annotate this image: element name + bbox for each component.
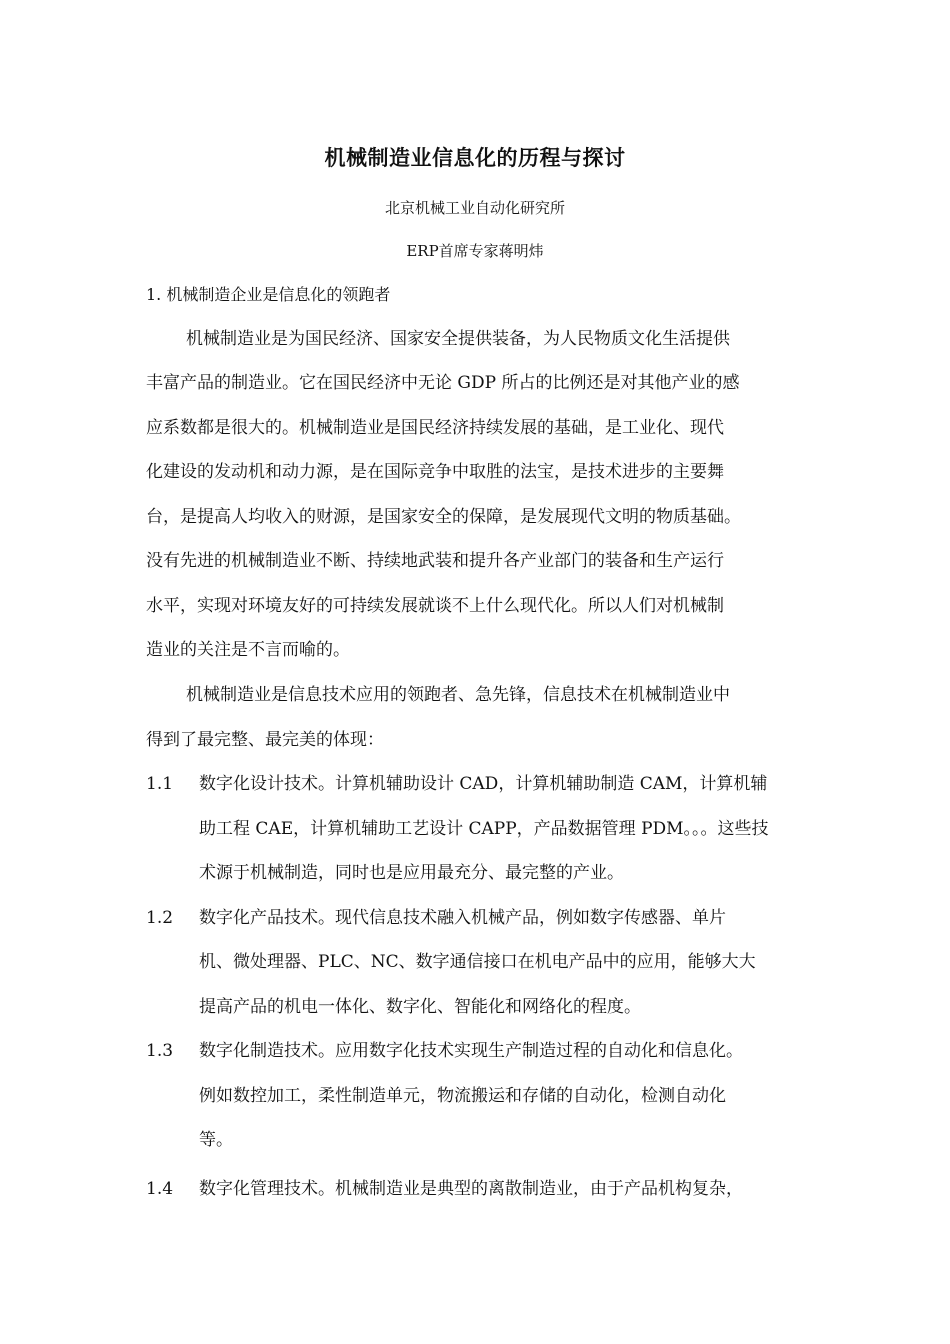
item-number: 1.2 [146, 908, 174, 928]
paragraph-line: 应系数都是很大的。机械制造业是国民经济持续发展的基础，是工业化、现代 [146, 418, 724, 438]
item-line: 等。 [199, 1130, 233, 1150]
paragraph-line: 机械制造业是信息技术应用的领跑者、急先锋，信息技术在机械制造业中 [186, 685, 730, 705]
item-line: 例如数控加工，柔性制造单元，物流搬运和存储的自动化，检测自动化 [199, 1086, 726, 1106]
item-line: 数字化管理技术。机械制造业是典型的离散制造业，由于产品机构复杂， [199, 1179, 743, 1199]
paragraph-line: 没有先进的机械制造业不断、持续地武装和提升各产业部门的装备和生产运行 [146, 551, 724, 571]
item-line: 提高产品的机电一体化、数字化、智能化和网络化的程度。 [199, 997, 641, 1017]
paragraph-line: 水平，实现对环境友好的可持续发展就谈不上什么现代化。所以人们对机械制 [146, 596, 724, 616]
item-line: 数字化设计技术。计算机辅助设计 CAD，计算机辅助制造 CAM，计算机辅 [199, 774, 768, 794]
institution-line: 北京机械工业自动化研究所 [384, 199, 565, 217]
paragraph-line: 台，是提高人均收入的财源，是国家安全的保障，是发展现代文明的物质基础。 [146, 507, 741, 527]
item-line: 数字化制造技术。应用数字化技术实现生产制造过程的自动化和信息化。 [199, 1041, 743, 1061]
document-title: 机械制造业信息化的历程与探讨 [324, 146, 626, 170]
paragraph-line: 机械制造业是为国民经济、国家安全提供装备，为人民物质文化生活提供 [186, 329, 730, 349]
paragraph-line: 得到了最完整、最完美的体现： [146, 730, 384, 750]
item-line: 数字化产品技术。现代信息技术融入机械产品，例如数字传感器、单片 [199, 908, 726, 928]
author-line: ERP首席专家蒋明炜 [406, 242, 544, 260]
item-line: 机、微处理器、PLC、NC、数字通信接口在机电产品中的应用，能够大大 [199, 952, 756, 972]
item-number: 1.3 [146, 1041, 174, 1061]
section-heading: 1. 机械制造企业是信息化的领跑者 [146, 285, 391, 304]
item-number: 1.4 [146, 1179, 174, 1199]
item-number: 1.1 [146, 774, 174, 794]
item-line: 术源于机械制造，同时也是应用最充分、最完整的产业。 [199, 863, 624, 883]
paragraph-line: 造业的关注是不言而喻的。 [146, 640, 350, 660]
item-line: 助工程 CAE，计算机辅助工艺设计 CAPP，产品数据管理 PDM。。。这些技 [199, 819, 769, 839]
paragraph-line: 化建设的发动机和动力源，是在国际竞争中取胜的法宝，是技术进步的主要舞 [146, 462, 724, 482]
paragraph-line: 丰富产品的制造业。它在国民经济中无论 GDP 所占的比例还是对其他产业的感 [146, 373, 740, 393]
